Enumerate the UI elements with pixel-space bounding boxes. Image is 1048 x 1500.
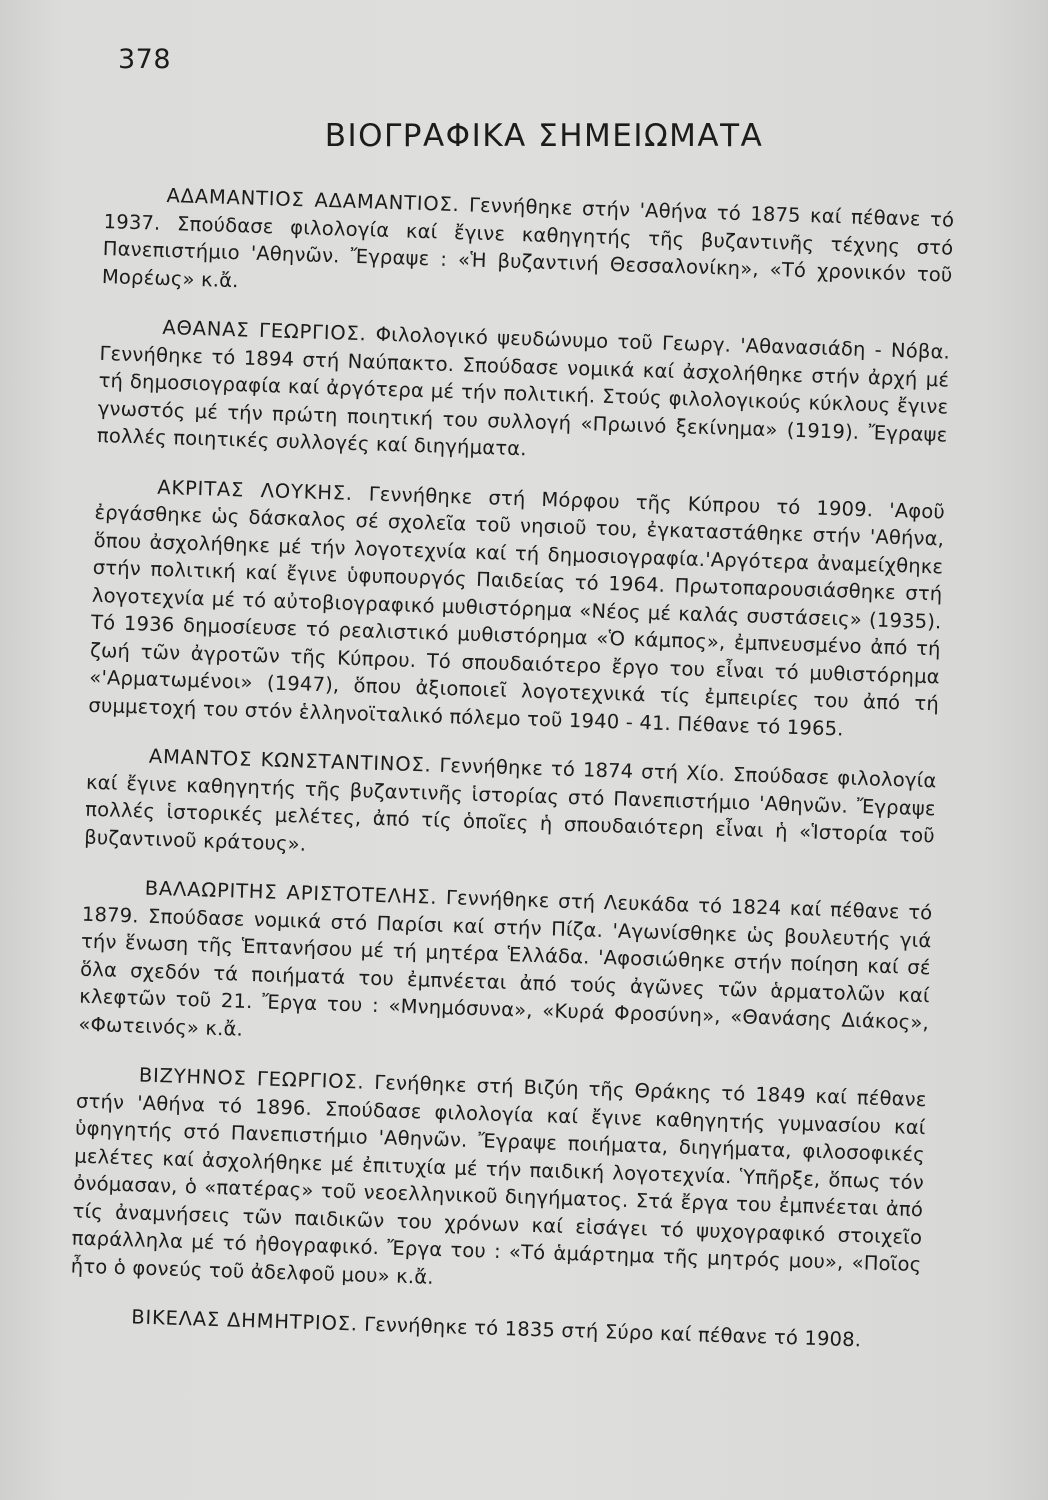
entry-name: ΑΔΑΜΑΝΤΙΟΣ ΑΔΑΜΑΝΤΙΟΣ. bbox=[166, 183, 460, 217]
entry-name: ΒΑΛΑΩΡΙΤΗΣ ΑΡΙΣΤΟΤΕΛΗΣ. bbox=[144, 876, 438, 909]
entry-name: ΒΙΖΥΗΝΟΣ ΓΕΩΡΓΙΟΣ. bbox=[138, 1063, 365, 1094]
entry-text: Γενήθηκε στή Βιζύη τῆς Θράκης τό 1849 καί πέθανε στήν 'Αθήνα τό 1896. Σπούδασε φιλολογία καί ἔγινε καθηγητής γυμνασίου καί ὑφηγητής στό Πανεπιστήμιο 'Αθηνῶν. Ἔγραψε ποιήματα, διηγήματα, φιλοσοφικές μελέτες καί ἀσχολήθηκε μέ ἐπιτυχία μέ τήν παιδική λογοτεχνία. Ὑπῆρξε, ὅπως τόν ὀνόμασαν, ὁ «πατέρας» τοῦ νεοελληνικοῦ διηγήματος. Στά ἔργα του ἐμπνέεται ἀπό τίς ἀναμνήσεις τῶν παιδικῶν του χρόνων καί εἰσάγει τό ψυχογραφικό στοιχεῖο παράλληλα μέ τό ἠθογραφικό. Ἔργα του : «Τό ἁμάρτημα τῆς μητρός μου», «Ποῖος ἦτο ὁ φονεύς τοῦ ἀδελφοῦ μου» κ.ἄ. bbox=[70, 1070, 927, 1289]
entry-text: Γεννήθηκε στήν 'Αθήνα τό 1875 καί πέθανε τό 1937. Σπούδασε φιλολογία καί ἔγινε καθηγητής τῆς βυζαντινῆς τέχνης στό Πανεπιστήμιο 'Αθηνῶν. Ἔγραψε : «Ἡ βυζαντινή Θεσσαλονίκη», «Τό χρονικόν τοῦ Μορέως» κ.ἄ. bbox=[101, 193, 955, 292]
entry-name: ΑΘΑΝΑΣ ΓΕΩΡΓΙΟΣ. bbox=[162, 315, 367, 346]
biography-entry bbox=[84, 741, 937, 878]
entry-name: ΑΜΑΝΤΟΣ ΚΩΝΣΤΑΝΤΙΝΟΣ. bbox=[148, 744, 432, 777]
biography-entry bbox=[102, 180, 955, 317]
entry-name: ΒΙΚΕΛΑΣ ΔΗΜΗΤΡΙΟΣ. bbox=[130, 1305, 359, 1336]
biography-entry bbox=[88, 471, 945, 745]
page-title: ΒΙΟΓΡΑΦΙΚΑ ΣΗΜΕΙΩΜΑΤΑ bbox=[324, 118, 764, 154]
biography-entry bbox=[69, 1301, 919, 1355]
entry-name: ΑΚΡΙΤΑΣ ΛΟΥΚΗΣ. bbox=[157, 475, 354, 505]
biography-entry bbox=[70, 1060, 926, 1307]
entry-text: Φιλολογικό ψευδώνυμο τοῦ Γεωργ. 'Αθανασιάδη - Νόβα. Γεννήθηκε τό 1894 στή Ναύπακτο. Σπούδασε νομικά καί ἀσχολήθηκε στήν ἀρχή μέ τή δημοσιογραφία καί ἀργότερα μέ τήν πολιτική. Στούς φιλολογικούς κύκλους ἔγινε γνωστός μέ τήν πρώτη ποιητική του συλλογή «Πρωινό ξεκίνημα» (1919). Ἔγραψε πολλές ποιητικές συλλογές καί διηγήματα. bbox=[96, 322, 951, 461]
entry-text: Γεννήθηκε τό 1835 στή Σύρο καί πέθανε τό 1908. bbox=[363, 1312, 862, 1352]
biography-list bbox=[68, 180, 954, 1378]
entry-text: Γεννήθηκε στή Μόρφου τῆς Κύπρου τό 1909. 'Αφοῦ ἐργάσθηκε ὡς δάσκαλος σέ σχολεῖα τοῦ νησιοῦ του, ἐγκαταστάθηκε στήν 'Αθήνα, ὅπου ἀσχολήθηκε μέ τήν λογοτεχνία καί τή δημοσιογραφία.'Αργότερα ἀναμείχθηκε στήν πολιτική καί ἔγινε ὑφυπουργός Παιδείας τό 1964. Πρωτοπαρουσιάσθηκε στή λογοτεχνία μέ τό αὐτοβιογραφικό μυθιστόρημα «Νέος μέ καλάς συστάσεις» (1935). Τό 1936 δημοσίευσε τό ρεαλιστικό μυθιστόρημα «Ὁ κάμπος», ἐμπνευσμένο ἀπό τή ζωή τῶν ἀγροτῶν τῆς Κύπρου. Τό σπουδαιότερο ἔργο του εἶναι τό μυθιστόρημα «'Αρματωμένοι» (1947), ὅπου ἀξιοποιεῖ λογοτεχνικά τίς ἐμπειρίες του ἀπό τή συμμετοχή του στόν ἑλληνοϊταλικό πόλεμο τοῦ 1940 - 41. Πέθανε τό 1965. bbox=[88, 481, 946, 740]
page-number: 378 bbox=[118, 44, 172, 75]
biography-entry bbox=[97, 312, 951, 476]
entry-text: Γεννήθηκε στή Λευκάδα τό 1824 καί πέθανε τό 1879. Σπούδασε νομικά στό Παρίσι καί στήν Πίζα. 'Αγωνίσθηκε ὡς βουλευτής γιά τήν ἕνωση τῆς Ἑπτανήσου μέ τή μητέρα Ἑλλάδα. 'Αφοσιώθηκε στήν ποίηση καί σέ ὅλα σχεδόν τά ποιήματά του ἐμπνέεται ἀπό τούς ἀγῶνες τῶν ἁρματολῶν καί κλεφτῶν τοῦ 21. Ἔργα του : «Μνημόσυνα», «Κυρά Φροσύνη», «Θανάσης Διάκος», «Φωτεινός» κ.ἄ. bbox=[78, 886, 933, 1041]
entry-text: Γεννήθηκε τό 1874 στή Χίο. Σπούδασε φιλολογία καί ἔγινε καθηγητής τῆς βυζαντινῆς ἱστορίας στό Πανεπιστήμιο 'Αθηνῶν. Ἔγραψε πολλές ἱστορικές μελέτες, ἀπό τίς ὁποῖες ἡ σπουδαιότερη εἶναι ἡ «Ἱστορία τοῦ βυζαντινοῦ κράτους». bbox=[84, 753, 937, 856]
biography-entry bbox=[78, 873, 933, 1065]
